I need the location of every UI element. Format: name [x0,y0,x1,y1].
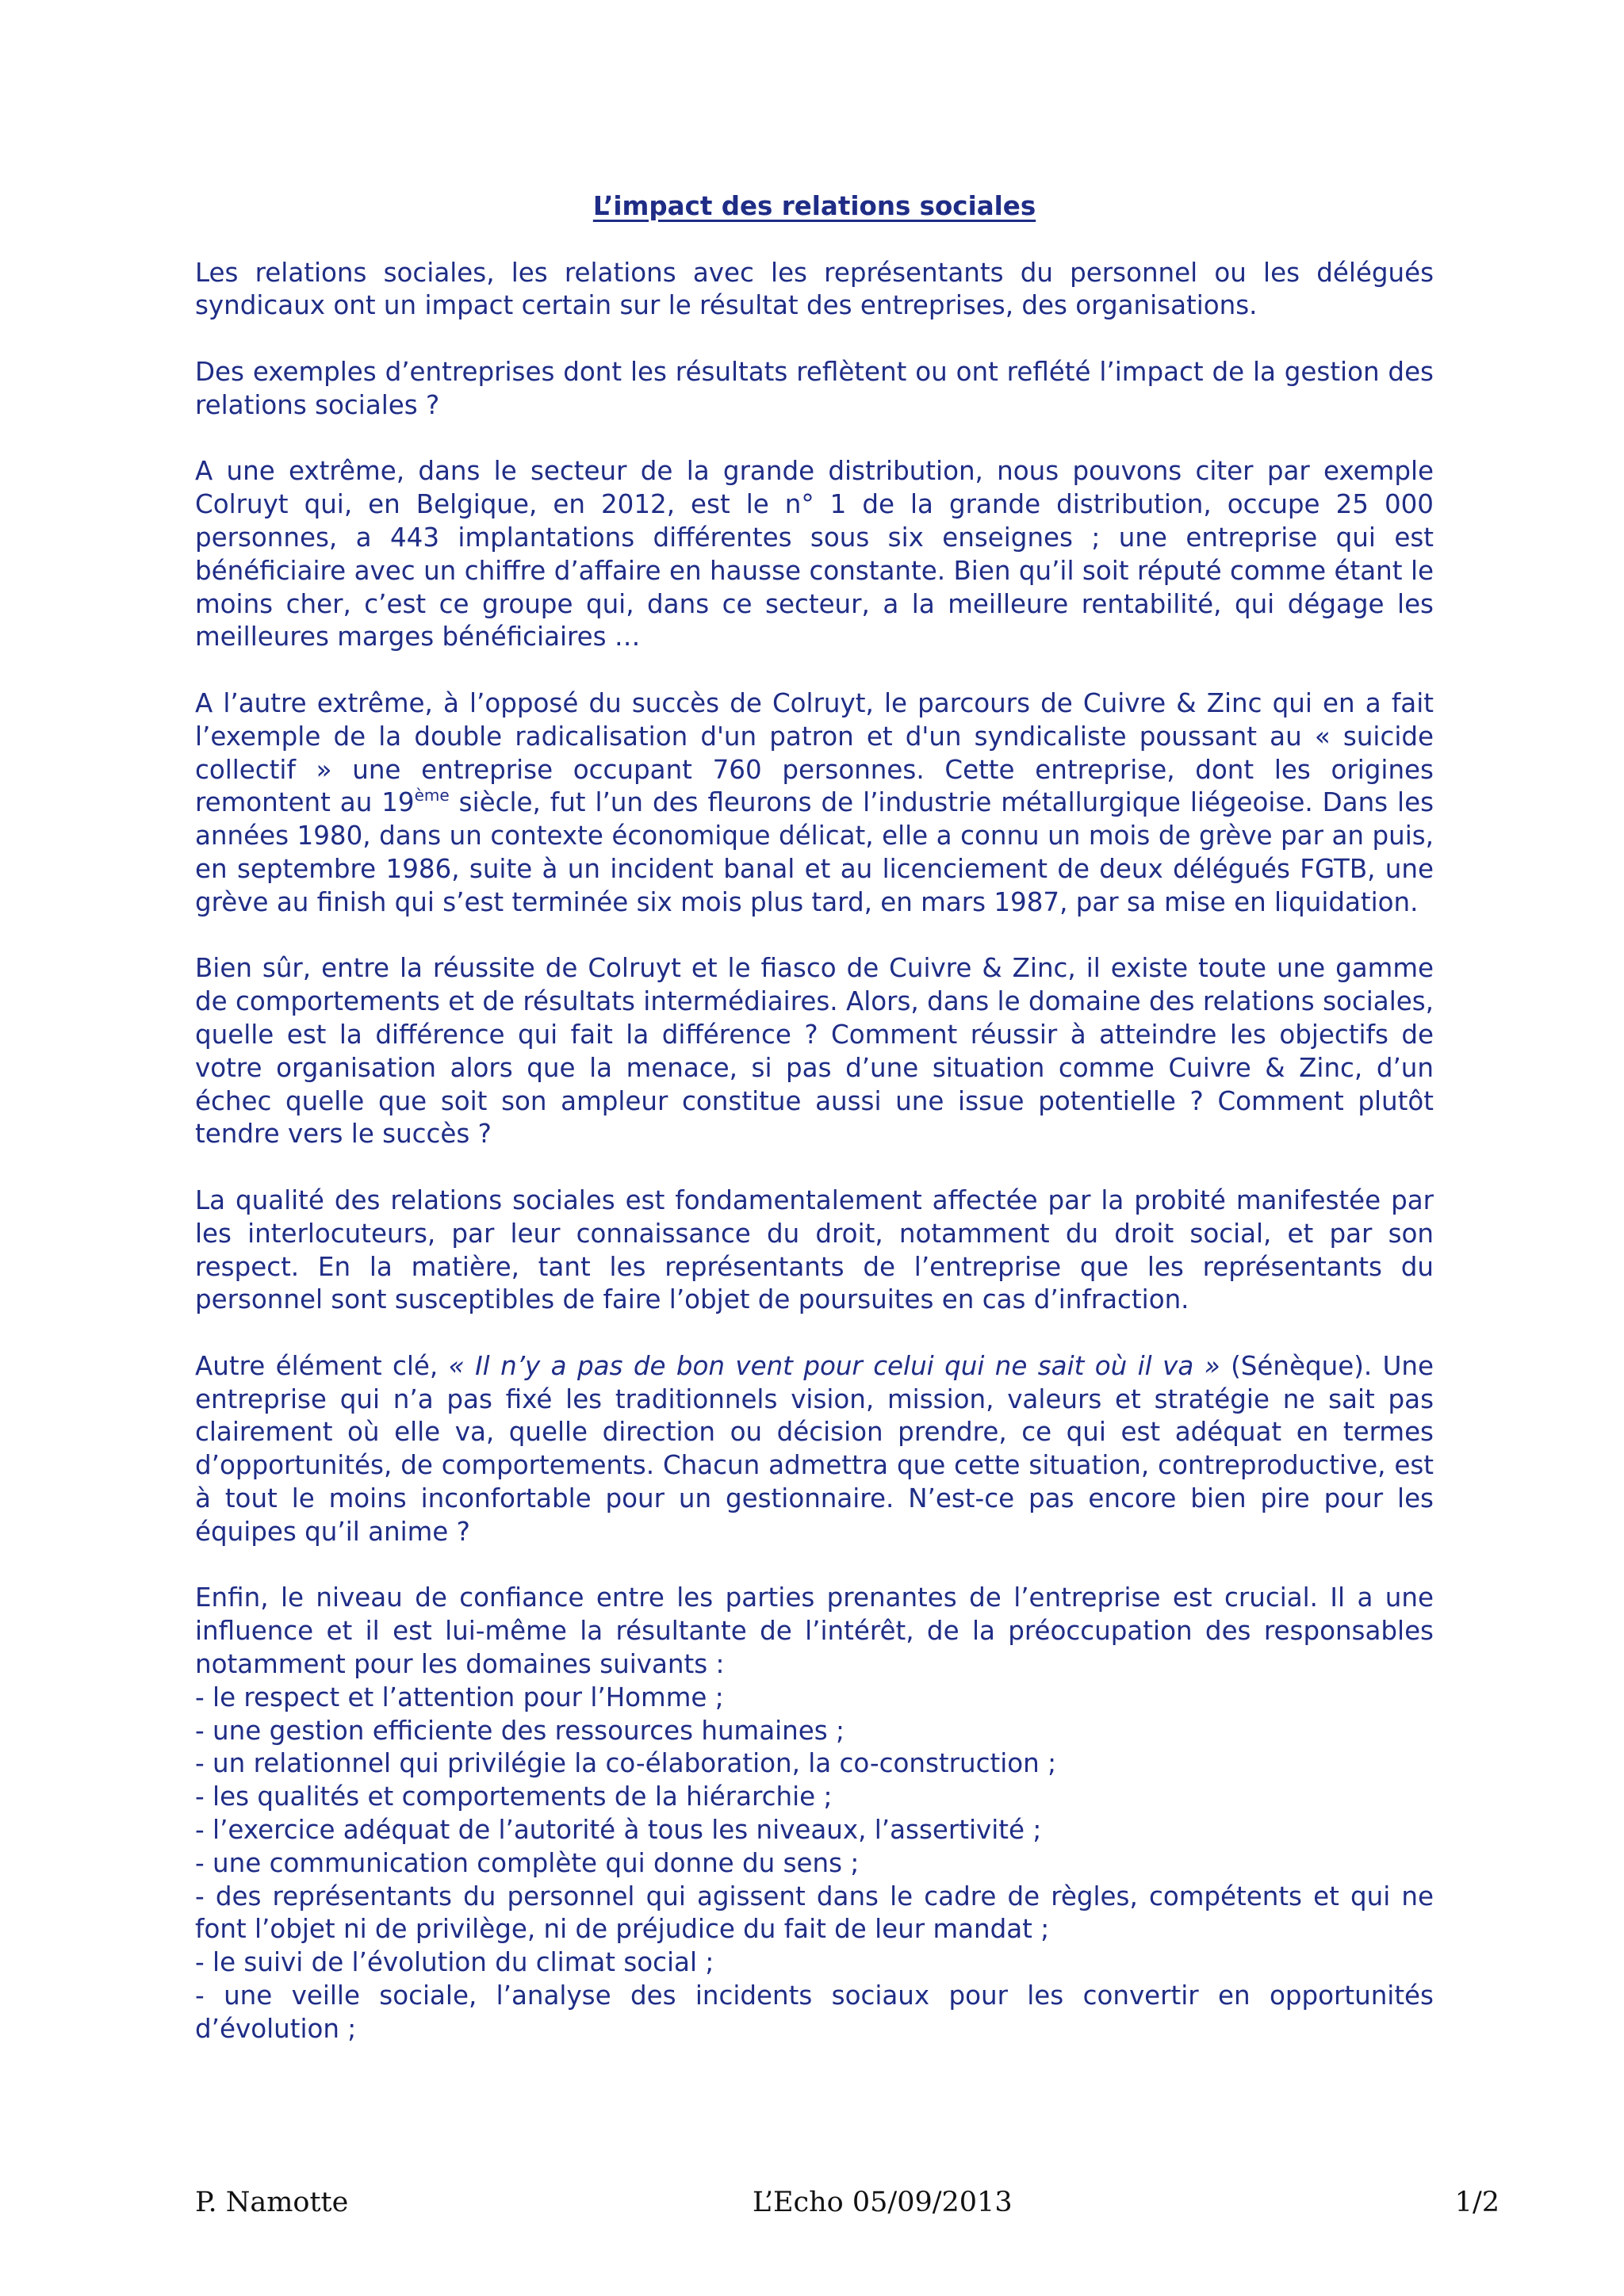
list-item: - une gestion efficiente des ressources humaines ; [195,1715,845,1746]
list-item: - l’exercice adéquat de l’autorité à tous les niveaux, l’assertivité ; [195,1815,1042,1846]
list-item: - le respect et l’attention pour l’Homme ; [195,1682,724,1712]
paragraph-difference: Bien sûr, entre la réussite de Colruyt et le fiasco de Cuivre & Zinc, il existe toute une gamme de comportements et de résultats intermédiaires. Alors, dans le domaine des relations sociales, quelle est la différence qui fait la différence ? Comment réussir à atteindre les objectifs de votre organisation alors que la menace, si pas d’une situation comme Cuivre & Zinc, d’un échec quelle que soit son ampleur constitue aussi une issue potentielle ? Comment plutôt tendre vers le succès ? [195,953,1434,1150]
page-footer [195,2187,1500,2234]
seneca-quote: « Il n’y a pas de bon vent pour celui qui ne sait où il va » [448,1350,1220,1381]
paragraph-key-element-rest: (Sénèque). Une entreprise qui n’a pas fixé les traditionnels vision, mission, valeurs et stratégie ne sait pas clairement où elle va, quelle direction ou décision prendre, ce qui est adéquat en termes d’opportunités, de comportements. Chacun admettra que cette situation, contreproductive, est à tout le moins inconfortable pour un gestionnaire. N’est-ce pas encore bien pire pour les équipes qu’il anime ? [195,1350,1434,1547]
paragraph-probity: La qualité des relations sociales est fondamentalement affectée par la probité manifestée par les interlocuteurs, par leur connaissance du droit, notamment du droit social, et par son respect. En la matière, tant les représentants de l’entreprise que les représentants du personnel sont susceptibles de faire l’objet de poursuites en cas d’infraction. [195,1184,1434,1315]
list-item: - des représentants du personnel qui agissent dans le cadre de règles, compétents et qui ne font l’objet ni de privilège, ni de préjudice du fait de leur mandat ; [195,1881,1434,1945]
superscript-eme: ème [414,786,450,806]
footer-author: P. Namotte [195,2187,349,2218]
paragraph-key-element [195,1350,1434,1549]
paragraph-cuivre-zinc-part1: A l’autre extrême, à l’opposé du succès de Colruyt, le parcours de Cuivre & Zinc qui en a fait l’exemple de la double radicalisation d'un patron et d'un syndicaliste poussant au « suicide collectif » une entreprise occupant 760 personnes. Cette entreprise, dont les origines remontent au 19 [195,687,1434,818]
document-body [195,190,1434,2046]
domains-list [195,1682,1434,2046]
footer-page-number: 1/2 [1454,2187,1500,2218]
paragraph-trust: Enfin, le niveau de confiance entre les parties prenantes de l’entreprise est crucial. Il a une influence et il est lui-même la résultante de l’intérêt, de la préoccupation des responsables notamment pour les domaines suivants : [195,1582,1434,1680]
list-item: - une communication complète qui donne du sens ; [195,1847,860,1878]
paragraph-cuivre-zinc [195,687,1434,920]
list-item: - le suivi de l’évolution du climat social ; [195,1947,714,1978]
paragraph-question: Des exemples d’entreprises dont les résultats reflètent ou ont reflété l’impact de la gestion des relations sociales ? [195,356,1434,420]
paragraph-cuivre-zinc-part2: siècle, fut l’un des fleurons de l’industrie métallurgique liégeoise. Dans les années 1980, dans un contexte économique délicat, elle a connu un mois de grève par an puis, en septembre 1986, suite à un incident banal et au licenciement de deux délégués FGTB, une grève au finish qui s’est terminée six mois plus tard, en mars 1987, par sa mise en liquidation. [195,787,1434,917]
list-item: - les qualités et comportements de la hiérarchie ; [195,1781,833,1812]
footer-source: L’Echo 05/09/2013 [753,2187,1013,2218]
document-title: L’impact des relations sociales [592,191,1036,221]
list-item: - une veille sociale, l’analyse des incidents sociaux pour les convertir en opportunités d’évolution ; [195,1980,1434,2044]
paragraph-intro: Les relations sociales, les relations avec les représentants du personnel ou les délégués syndicaux ont un impact certain sur le résultat des entreprises, des organisations. [195,257,1434,321]
list-item: - un relationnel qui privilégie la co-élaboration, la co-construction ; [195,1748,1057,1779]
paragraph-key-element-intro: Autre élément clé, [195,1350,449,1381]
paragraph-colruyt: A une extrême, dans le secteur de la grande distribution, nous pouvons citer par exemple Colruyt qui, en Belgique, en 2012, est le n° 1 de la grande distribution, occupe 25 000 personnes, a 443 implantations différentes sous six enseignes ; une entreprise qui est bénéficiaire avec un chiffre d’affaire en hausse constante. Bien qu’il soit réputé comme étant le moins cher, c’est ce groupe qui, dans ce secteur, a la meilleure rentabilité, qui dégage les meilleures marges bénéficiaires … [195,456,1434,652]
